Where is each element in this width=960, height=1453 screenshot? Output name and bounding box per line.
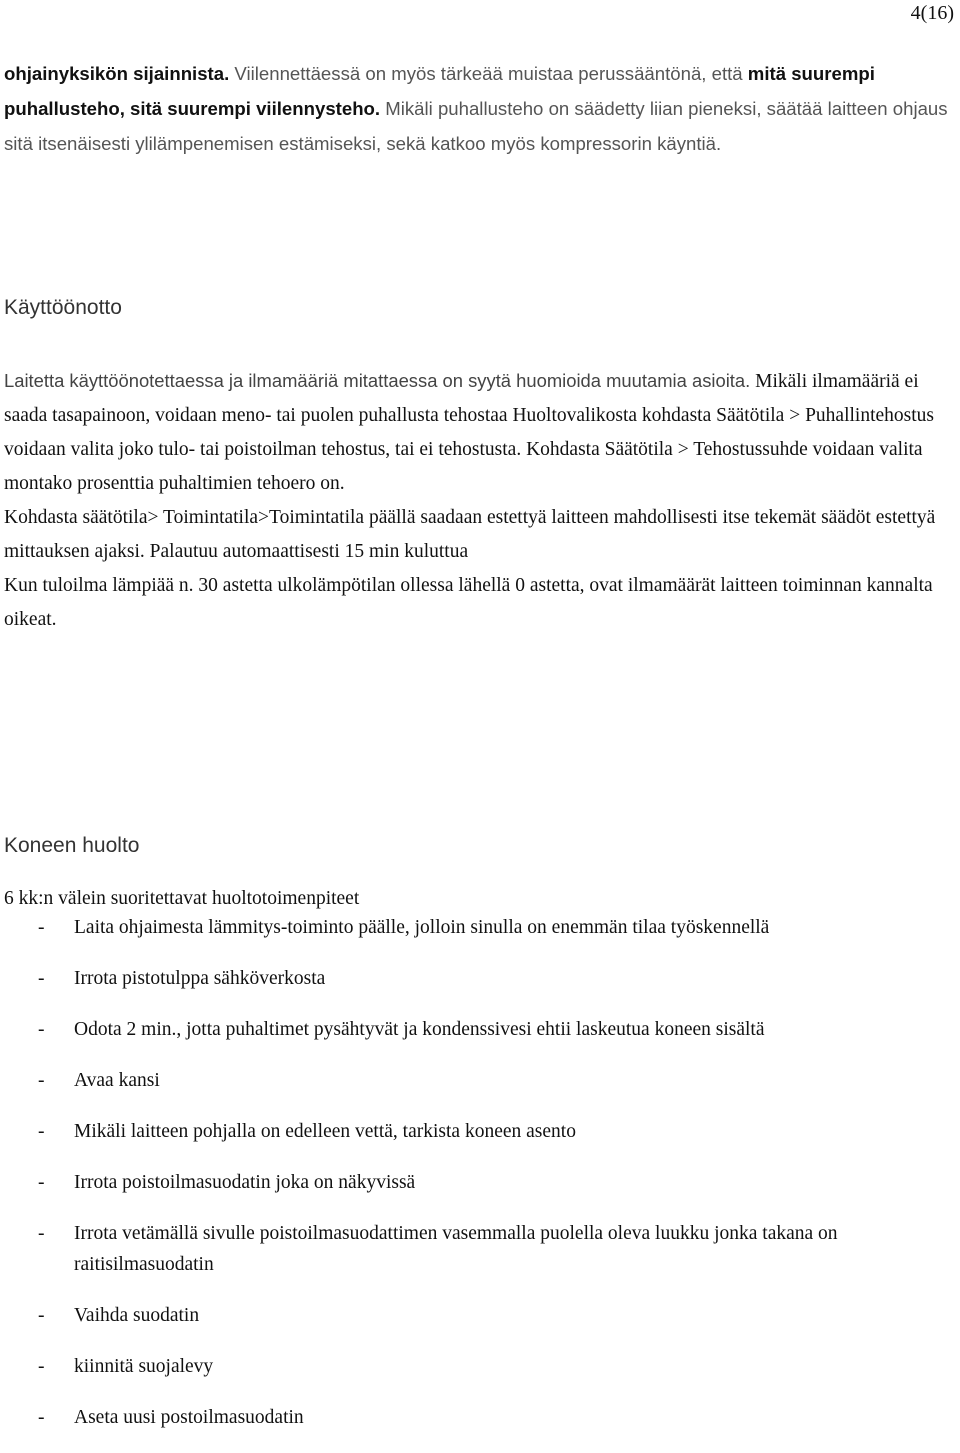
intro-bold-rule: mitä suurempi puhallusteho, sitä suurempi viilennysteho. [4,63,875,119]
list-dash: - [38,1356,45,1377]
list-item-text: Laita ohjaimesta lämmitys-toiminto päälle, jolloin sinulla on enemmän tilaa työskennellä [74,917,770,938]
list-item [0,1300,950,1331]
list-item [0,1167,950,1198]
list-item-text: Aseta uusi postoilmasuodatin [74,1407,304,1428]
kayttoonotto-p1-lead: Laitetta käyttöönotettaessa ja ilmamääriä mitattaessa on syytä huomioida muutamia asioita. [4,370,751,391]
intro-paragraph [4,57,950,162]
list-item-text: Irrota poistoilmasuodatin joka on näkyvissä [74,1172,416,1193]
list-item-text: Vaihda suodatin [74,1305,200,1326]
kayttoonotto-paragraph-2: Kohdasta säätötila> Toimintatila>Toimintatila päällä saadaan estettyä laitteen mahdollisesti itse tekemät säädöt estettyä mittauksen ajaksi. Palautuu automaattisesti 15 min kuluttua [4,507,936,562]
list-item-text: Avaa kansi [74,1070,160,1091]
maintenance-subtitle: 6 kk:n välein suoritettavat huoltotoimenpiteet [4,888,360,909]
list-dash: - [38,1121,45,1142]
list-dash: - [38,1019,45,1040]
maintenance-steps-list [0,912,950,1453]
kayttoonotto-paragraph-1 [4,364,950,501]
heading-kayttoonotto: Käyttöönotto [4,296,122,319]
list-item [0,1116,950,1147]
page-number: 4(16) [910,2,954,24]
list-item [0,1351,950,1382]
list-item [0,1014,950,1045]
intro-text-2: Mikäli puhallusteho on säädetty liian pieneksi, säätää laitteen ohjaus sitä itsenäisesti ylilämpenemisen estämiseksi, sekä katkoo myös kompressorin käyntiä. [4,98,948,154]
list-item [0,1218,950,1280]
list-item-text: Mikäli laitteen pohjalla on edelleen vettä, tarkista koneen asento [74,1121,576,1142]
list-item [0,1402,950,1433]
list-item-text: Odota 2 min., jotta puhaltimet pysähtyvät ja kondenssivesi ehtii laskeutua koneen sisältä [74,1019,765,1040]
kayttoonotto-p1-rest: Mikäli ilmamääriä ei saada tasapainoon, voidaan meno- tai puolen puhallusta tehostaa Huoltovalikosta kohdasta Säätötila > Puhallintehostus voidaan valita joko tulo- tai poistoilman tehostus, tai ei tehostusta. Kohdasta Säätötila > Tehostussuhde voidaan valita montako prosenttia puhaltimien tehoero on. [4,371,935,494]
list-item [0,963,950,994]
list-dash: - [38,1305,45,1326]
list-item-text: Irrota vetämällä sivulle poistoilmasuodattimen vasemmalla puolella oleva luukku jonka takana on raitisilmasuodatin [74,1223,838,1275]
list-item-text: kiinnitä suojalevy [74,1356,214,1377]
heading-koneen-huolto: Koneen huolto [4,834,140,857]
list-dash: - [38,1407,45,1428]
list-item [0,912,950,943]
list-item-text: Irrota pistotulppa sähköverkosta [74,968,326,989]
list-dash: - [38,1172,45,1193]
kayttoonotto-paragraph-3: Kun tuloilma lämpiää n. 30 astetta ulkolämpötilan ollessa lähellä 0 astetta, ovat ilmamäärät laitteen toiminnan kannalta oikeat. [4,575,933,630]
intro-bold-location: ohjainyksikön sijainnista. [4,63,230,84]
list-item [0,1065,950,1096]
list-dash: - [38,1070,45,1091]
kayttoonotto-paragraphs [4,364,950,637]
list-dash: - [38,917,45,938]
intro-text-1: Viilennettäessä on myös tärkeää muistaa perussääntönä, että [229,63,748,84]
list-dash: - [38,1223,45,1244]
list-dash: - [38,968,45,989]
